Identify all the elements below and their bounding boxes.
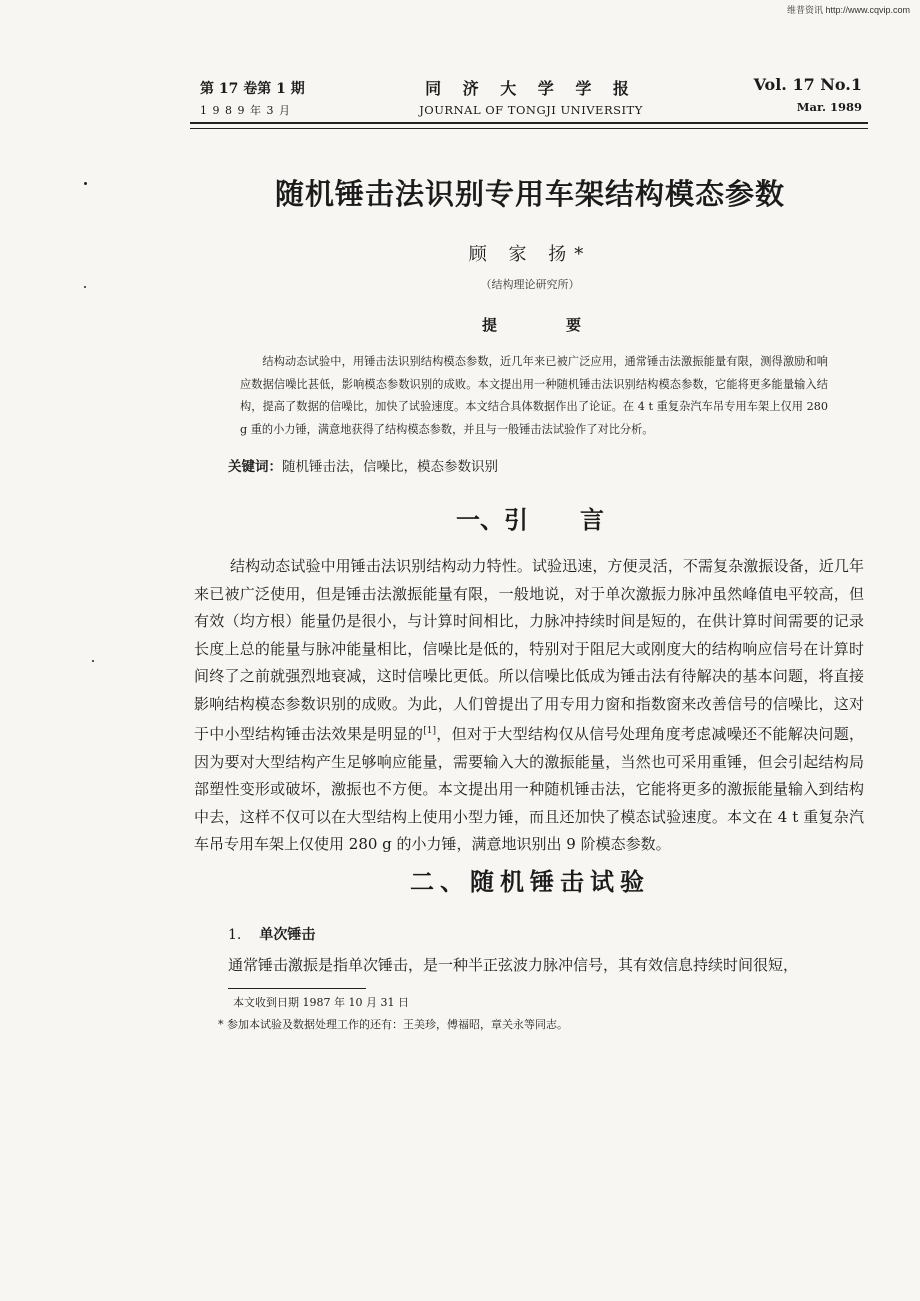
date-en: Mar. 1989 — [796, 100, 862, 114]
keywords-text: 随机锤击法，信噪比，模态参数识别 — [282, 459, 498, 475]
watermark-text: 维普资讯 http://www.cqvip.com — [786, 5, 910, 15]
subsection-title: 单次锤击 — [259, 927, 316, 943]
section1-title-2: 言 — [580, 505, 604, 534]
abstract-heading-1: 提 — [482, 316, 498, 334]
volume-en: Vol. 17 No.1 — [753, 75, 862, 94]
journal-name-en: JOURNAL OF TONGJI UNIVERSITY — [419, 103, 643, 117]
header-rule-thin — [190, 128, 868, 129]
author-name: 顾 家 扬* — [468, 244, 592, 265]
section2-title: 二、随机锤击试验 — [410, 867, 650, 896]
affiliation: （结构理论研究所） — [480, 278, 580, 291]
keywords — [228, 455, 498, 475]
header-rule-thick — [190, 122, 868, 124]
intro-text-a: 结构动态试验中用锤击法识别结构动力特性。试验迅速，方便灵活，不需复杂激振设备，近几年来已被广泛使用，但是锤击法激振能量有限，一般地说，对于单次激振力脉冲虽然峰值电平较高，但有效（均方根）能量仍是很小，与计算时间相比，力脉冲持续时间是短的，在供计算时间需要的记录长度上总的能量与脉冲能量相比，信噪比是低的，特别对于阻尼大或刚度大的结构响应信号在计算时间终了之前就强烈地衰减，这时信噪比更低。所以信噪比低成为锤击法有待解决的基本问题，将直接影响结构模态参数识别的成败。为此，人们曾提出了用专用力窗和指数窗来改善信号的信噪比，这对于中小型结构锤击法效果是明显的 — [194, 557, 864, 743]
introduction-paragraph — [194, 553, 864, 859]
citation-ref[interactable]: [1] — [423, 726, 437, 736]
header-volume-en — [754, 74, 862, 118]
subsection-number: 1. — [228, 927, 242, 943]
date-cn: 1 9 8 9 年 3 月 — [200, 104, 291, 117]
footnote-rule — [228, 988, 366, 989]
journal-name-cn: 同 济 大 学 学 报 — [425, 79, 637, 98]
keywords-label: 关键词： — [228, 459, 282, 475]
abstract-heading-2: 要 — [566, 316, 582, 334]
scan-speck — [92, 660, 94, 662]
header-journal — [400, 76, 662, 117]
header-volume-cn — [200, 78, 305, 122]
section1-title-1: 一、引 — [456, 505, 528, 534]
intro-text-b: ，但对于大型结构仅从信号处理角度考虑减噪还不能解决问题，因为要对大型结构产生足够响应能量，需要输入大的激振能量，当然也可采用重锤，但会引起结构局部塑性变形或破坏，激振也不方便。本文提出用一种随机锤击法，它能将更多的激振能量输入到结构中去，这样不仅可以在大型结构上使用小型力锤，而且还加快了模态试验速度。本文在 4 t 重复杂汽车吊专用车架上仅使用 280 g 的小力锤，满意地识别出 9 阶模态参数。 — [194, 725, 864, 853]
abstract-text: 结构动态试验中，用锤击法识别结构模态参数，近几年来已被广泛应用，通常锤击法激振能量有限，测得激励和响应数据信噪比甚低，影响模态参数识别的成败。本文提出用一种随机锤击法识别结构模态参数，它能将更多能量输入结构，提高了数据的信噪比，加快了试验速度。本文结合具体数据作出了论证。在 4 t 重复杂汽车吊专用车架上仅用 280 g 重的小力锤，满意地获得了结构模态参数，并且与一般锤击法试验作了对比分析。 — [240, 355, 828, 436]
volume-cn: 第 17 卷第 1 期 — [200, 81, 305, 97]
footnote-acknowledgement: * 参加本试验及数据处理工作的还有：王美珍，傅福昭，章关永等同志。 — [218, 1018, 568, 1031]
subsection-heading — [228, 924, 315, 944]
paper-title: 随机锤击法识别专用车架结构模态参数 — [274, 177, 785, 211]
footnote-received: 本文收到日期 1987 年 10 月 31 日 — [233, 996, 409, 1009]
section2-paragraph: 通常锤击激振是指单次锤击，是一种半正弦波力脉冲信号，其有效信息持续时间很短， — [228, 956, 799, 974]
